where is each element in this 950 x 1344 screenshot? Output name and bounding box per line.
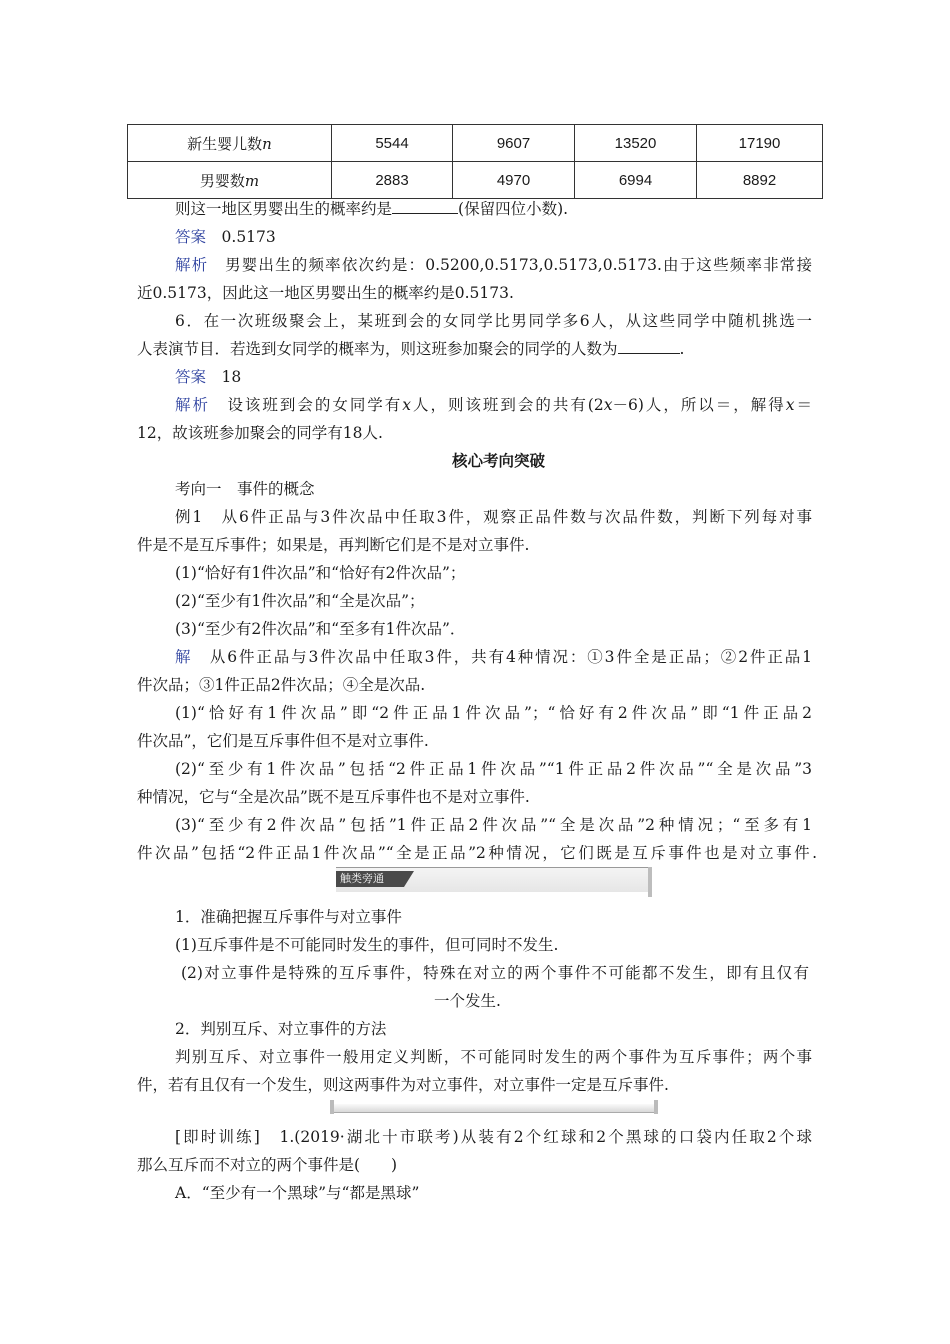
topic-heading: 考向一 事件的概念 [175,480,315,498]
row-header [128,125,332,162]
solution-text: 从6件正品与3件次品中任取3件，共有4种情况：①3件全是正品；②2件正品1 [209,648,812,666]
q6-question-text: 人表演节目．若选到女同学的概率为，则这班参加聚会的同学的人数为 [137,340,618,358]
analysis-text: 人，则该班到会的共有(2 [411,396,604,414]
tip-point-2a-line1: 判别互斥、对立事件一般用定义判断，不可能同时发生的两个事件为互斥事件；两个事 [175,1048,812,1066]
row-variable: m [244,171,260,190]
table-cell: 4970 [453,162,575,199]
table-cell: 2883 [332,162,453,199]
q6-line1: 6．在一次班级聚会上，某班到会的女同学比男同学多6人，从这些同学中随机挑选一 [175,312,812,330]
q6-line2 [137,339,684,359]
q6-analysis-line2: 12，故该班参加聚会的同学有18人. [137,424,383,442]
q5-question-text: 则这一地区男婴出生的概率约是 [175,200,393,218]
q6-question-end: . [679,340,685,358]
variable: x [402,396,412,414]
table-cell: 9607 [453,125,575,162]
solution-line1 [175,647,812,667]
tip-footer-bar [330,1100,658,1114]
q5-question [175,199,568,219]
solution-part2-line1: (2)“至少有1件次品”包括“2件正品1件次品”“1件正品2件次品”“全是次品”3 [175,760,812,778]
example-item-1: (1)“恰好有1件次品”和“恰好有2件次品”； [175,564,466,582]
table-cell: 6994 [575,162,697,199]
solution-part2-line2: 种情况，它与“全是次品”既不是互斥事件也不是对立事件. [137,788,530,806]
tip-footer-line [330,1104,658,1113]
tip-footer-edge-right [654,1100,658,1114]
analysis-text: 男婴出生的频率依次约是：0.5200,0.5173,0.5173,0.5173.由于这些频率非常接 [225,256,812,274]
q5-answer [175,227,276,247]
tip-point-2a-line2: 件，若有且仅有一个发生，则这两事件为对立事件，对立事件一定是互斥事件. [137,1076,669,1094]
tip-point-2: 2．判别互斥、对立事件的方法 [175,1020,387,1038]
answer-value: 0.5173 [221,228,276,246]
row-variable: n [262,134,272,153]
row-label: 男婴数 [199,171,245,190]
example-line1: 例1 从6件正品与3件次品中任取3件，观察正品件数与次品件数，判断下列每对事 [175,508,812,526]
practice-option-a: A．“至少有一个黑球”与“都是黑球” [175,1184,420,1202]
analysis-label: 解析 [175,396,210,414]
table-row [128,125,823,162]
variable: x [785,396,795,414]
solution-part1-line1: (1)“恰好有1件次品”即“2件正品1件次品”；“恰好有2件次品”即“1件正品2 [175,704,812,722]
tip-banner-edge [648,867,652,897]
practice-line2: 那么互斥而不对立的两个事件是( ) [137,1156,398,1174]
table-cell: 5544 [332,125,453,162]
variable: x [603,396,613,414]
analysis-text: 设该班到会的女同学有 [227,396,403,414]
analysis-text: ＝ [794,396,812,414]
answer-value: 18 [221,368,242,386]
solution-part1-line2: 件次品”，它们是互斥事件但不是对立事件. [137,732,429,750]
tip-point-1b-line2: 一个发生. [434,992,501,1010]
table-row [128,162,823,199]
q5-analysis-line2: 近0.5173，因此这一地区男婴出生的概率约是0.5173. [137,284,514,302]
example-line2: 件是不是互斥事件；如果是，再判断它们是不是对立事件. [137,536,530,554]
answer-blank [618,339,680,354]
example-item-2: (2)“至少有1件次品”和“全是次品”； [175,592,425,610]
tip-point-1b-line1: (2)对立事件是特殊的互斥事件，特殊在对立的两个事件不可能都不发生，即有且仅有 [181,964,809,982]
q6-answer [175,367,241,387]
table-cell: 8892 [697,162,823,199]
table-cell: 17190 [697,125,823,162]
tip-point-1a: (1)互斥事件是不可能同时发生的事件，但可同时不发生. [175,936,559,954]
q5-question-note: (保留四位小数). [458,200,569,218]
tip-footer-edge-left [330,1100,334,1114]
solution-line2: 件次品；③1件正品2件次品；④全是次品. [137,676,426,694]
tip-point-1: 1．准确把握互斥事件与对立事件 [175,908,402,926]
q6-analysis-line1 [175,395,812,415]
solution-label: 解 [175,648,193,666]
tip-banner [336,867,652,897]
row-label: 新生婴儿数 [187,134,263,153]
answer-label: 答案 [175,228,207,246]
analysis-text: －6)人，所以＝，解得 [612,396,786,414]
section-title: 核心考向突破 [452,451,546,470]
row-header [128,162,332,199]
analysis-label: 解析 [175,256,209,274]
answer-blank [392,199,458,214]
example-item-3: (3)“至少有2件次品”和“至多有1件次品”． [175,620,466,638]
answer-label: 答案 [175,368,207,386]
birth-data-table [127,124,823,199]
table-cell: 13520 [575,125,697,162]
solution-part3-line1: (3)“至少有2件次品”包括”1件正品2件次品”“全是次品”2种情况；“至多有1 [175,816,812,834]
solution-part3-line2: 件次品”包括“2件正品1件次品”“全是正品”2种情况，它们既是互斥事件也是对立事件. [137,844,817,862]
practice-line1: [即时训练] 1.(2019·湖北十市联考)从装有2个红球和2个黑球的口袋内任取2个球 [175,1128,812,1146]
tip-tag: 触类旁通 [336,871,404,887]
q5-analysis-line1 [175,255,812,275]
